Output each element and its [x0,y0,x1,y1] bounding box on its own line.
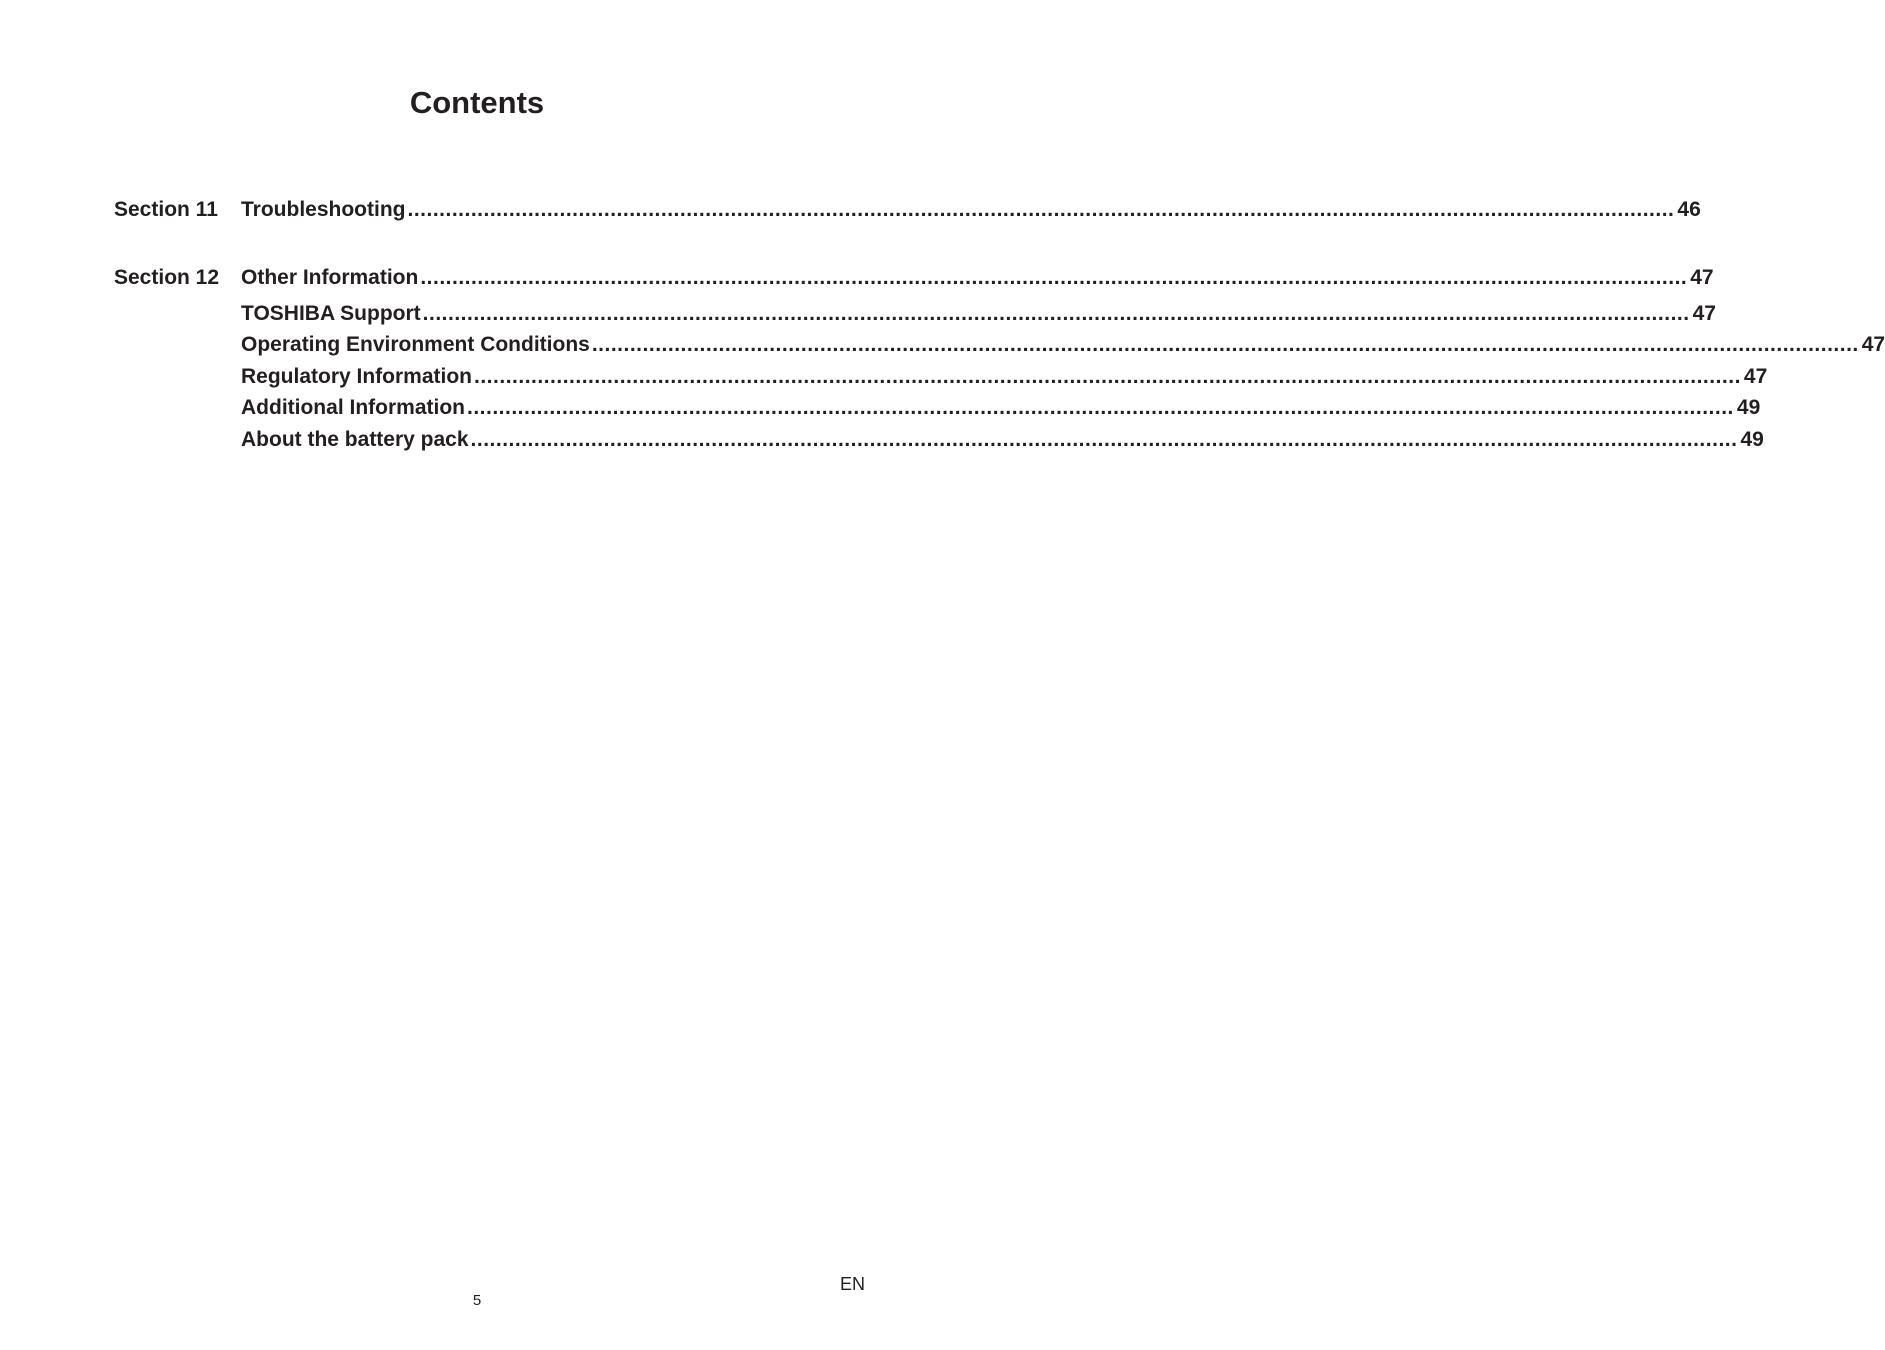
toc-page-number[interactable]: 47 [1743,365,1768,388]
toc-dot-leader: ........................................................................................................................................................................................................ [422,302,1690,325]
toc-page-number[interactable]: 47 [1861,333,1885,356]
toc-row-regulatory-information[interactable] [114,364,1768,390]
toc-row-toshiba-support[interactable] [114,301,1716,327]
toc-row-section-12[interactable] [114,265,1714,291]
toc-row-battery-pack[interactable] [114,427,1764,453]
toc-dot-leader: ........................................................................................................................................................................................................ [407,198,1675,221]
toc-page-number[interactable]: 47 [1692,302,1716,325]
toc-row-section-11[interactable] [114,197,1701,223]
toc-entry-title[interactable]: Operating Environment Conditions [241,333,590,356]
toc-dot-leader: ........................................................................................................................................................................................................ [420,266,1688,289]
toc-entry[interactable] [241,265,1714,291]
toc-section-label: Section 12 [114,266,220,289]
toc-entry[interactable] [241,301,1716,327]
toc-dot-leader: ........................................................................................................................................................................................................ [466,396,1734,419]
toc-dot-leader: ........................................................................................................................................................................................................ [591,333,1859,356]
language-code: EN [840,1274,866,1294]
toc-row-additional-information[interactable] [114,395,1761,421]
toc-entry[interactable] [241,364,1768,390]
toc-dot-leader: ........................................................................................................................................................................................................ [474,365,1741,388]
page-number: 5 [472,1292,482,1309]
toc-page-number[interactable]: 49 [1736,396,1761,419]
toc-page-number[interactable]: 49 [1740,428,1764,451]
toc-page-number[interactable]: 47 [1690,266,1714,289]
toc-entry[interactable] [241,395,1761,421]
toc-entry[interactable] [241,332,1885,358]
toc-entry-title[interactable]: Additional Information [241,396,465,419]
toc-entry-title[interactable]: TOSHIBA Support [241,302,421,325]
toc-entry[interactable] [241,197,1701,223]
toc-entry[interactable] [241,427,1764,453]
toc-page-number[interactable]: 46 [1677,198,1701,221]
toc-dot-leader: ........................................................................................................................................................................................................ [470,428,1738,451]
toc-section-label: Section 11 [114,198,218,221]
toc-entry-title[interactable]: Regulatory Information [241,365,473,388]
toc-entry-title[interactable]: About the battery pack [241,428,469,451]
page-title: Contents [409,85,545,120]
toc-entry-title[interactable]: Troubleshooting [241,198,406,221]
toc-entry-title[interactable]: Other Information [241,266,419,289]
toc-row-operating-environment[interactable] [114,332,1885,358]
